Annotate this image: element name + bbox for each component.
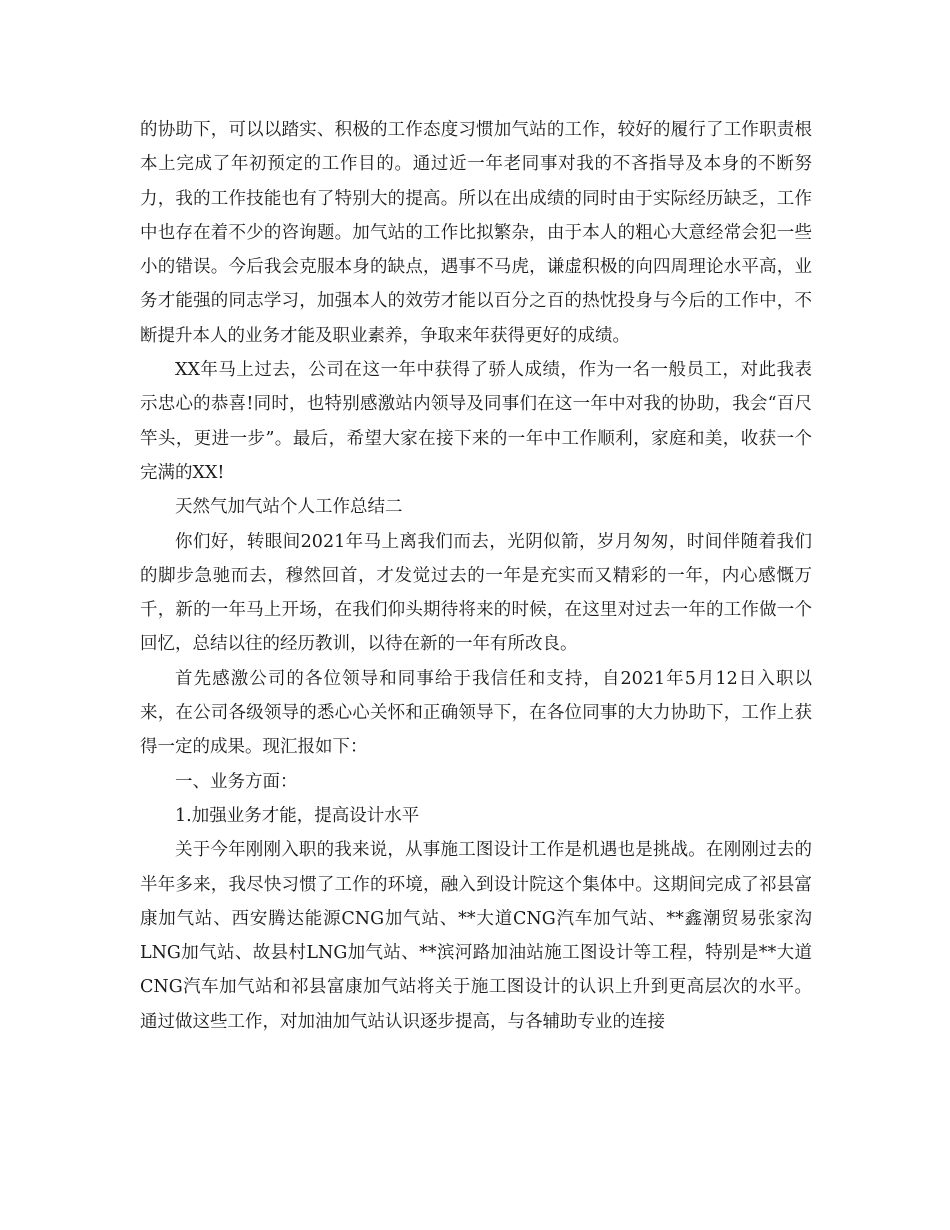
subheading-business: 一、业务方面： xyxy=(175,771,298,792)
paragraph-greeting: 你们好，转眼间2021年马上离我们而去，光阴似箭，岁月匆匆，时间伴随着我们的脚步急驰而去，穆然回首，才发觉过去的一年是充实而又精彩的一年，内心感慨万千，新的一年马上开场，在我们仰头期待将来的时候，在这里对过去一年的工作做一个回忆，总结以往的经历教训，以待在新的一年有所改良。 xyxy=(140,531,812,655)
subheading-item-1: 1.加强业务才能，提高设计水平 xyxy=(175,805,420,826)
paragraph-continuation: 的协助下，可以以踏实、积极的工作态度习惯加气站的工作，较好的履行了工作职责根本上完成了年初预定的工作目的。通过近一年老同事对我的不吝指导及本身的不断努力，我的工作技能也有了特别大的提高。所以在出成绩的同时由于实际经历缺乏，工作中也存在着不少的咨询题。加气站的工作比拟繁杂，由于本人的粗心大意经常会犯一些小的错误。今后我会克服本身的缺点，遇事不马虎，谦虚积极的向四周理论水平高，业务才能强的同志学习，加强本人的效劳才能以百分之百的热忱投身与今后的工作中，不断提升本人的业务才能及职业素养，争取来年获得更好的成绩。 xyxy=(140,120,812,346)
paragraph-design-work: 关于今年刚刚入职的我来说，从事施工图设计工作是机遇也是挑战。在刚刚过去的半年多来，我尽快习惯了工作的环境，融入到设计院这个集体中。这期间完成了祁县富康加气站、西安腾达能源CNG加气站、**大道CNG汽车加气站、**鑫潮贸易张家沟LNG加气站、故县村LNG加气站、**滨河路加油站施工图设计等工程，特别是**大道CNG汽车加气站和祁县富康加气站将关于施工图设计的认识上升到更高层次的水平。通过做这些工作，对加油加气站认识逐步提高，与各辅助专业的连接 xyxy=(140,840,812,1032)
paragraph-year-end-thanks: XX年马上过去，公司在这一年中获得了骄人成绩，作为一名一般员工，对此我表示忠心的恭喜!同时，也特别感激站内领导及同事们在这一年中对我的协助，我会“百尺竿头，更进一步”。最后，希望大家在接下来的一年中工作顺利，家庭和美，收获一个完满的XX! xyxy=(140,360,812,483)
paragraph-acknowledgement: 首先感激公司的各位领导和同事给于我信任和支持，自2021年5月12日入职以来，在公司各级领导的悉心心关怀和正确领导下，在各位同事的大力协助下，工作上获得一定的成果。现汇报如下： xyxy=(140,668,812,758)
document-body xyxy=(140,113,812,1039)
section-title: 天然气加气站个人工作总结二 xyxy=(175,497,403,518)
